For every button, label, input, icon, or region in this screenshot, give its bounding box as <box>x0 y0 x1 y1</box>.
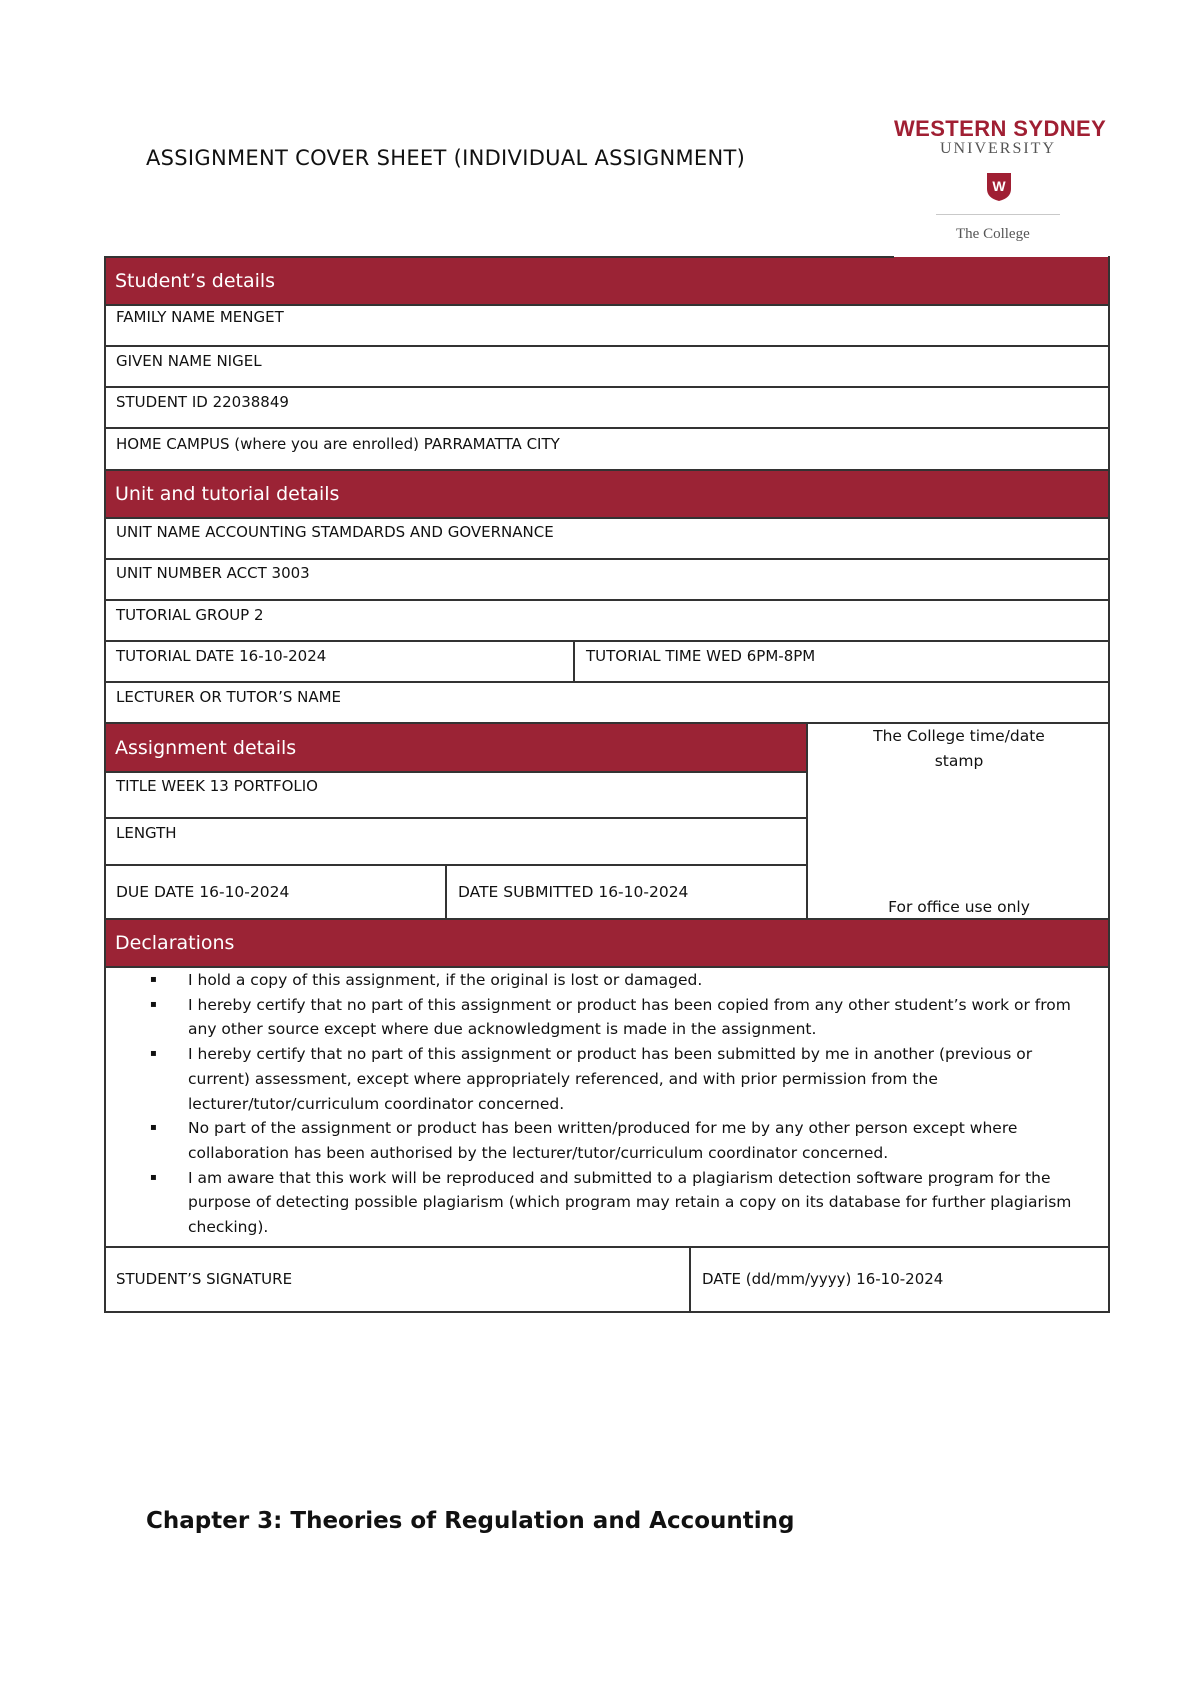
section-heading: Declarations <box>115 931 235 954</box>
divider <box>104 469 1110 471</box>
chapter-heading: Chapter 3: Theories of Regulation and Accounting <box>146 1508 795 1534</box>
unit-number-field: UNIT NUMBER ACCT 3003 <box>116 564 310 582</box>
divider <box>104 304 1110 306</box>
length-field: LENGTH <box>116 824 177 842</box>
list-item: ▪ I am aware that this work will be reproduced and submitted to a plagiarism detection software program for the purpose of detecting possible plagiarism (which program may retain a copy on its database for further plagiarism checking). <box>150 1166 1090 1240</box>
divider <box>573 640 575 683</box>
list-item: ▪ I hold a copy of this assignment, if the original is lost or damaged. <box>150 968 1090 993</box>
divider <box>104 427 1110 429</box>
assignment-title-field: TITLE WEEK 13 PORTFOLIO <box>116 777 318 795</box>
section-heading: Unit and tutorial details <box>115 482 340 505</box>
divider <box>104 345 1110 347</box>
logo-college: The College <box>956 226 1030 242</box>
section-heading: Assignment details <box>115 736 297 759</box>
student-id-field: STUDENT ID 22038849 <box>116 393 289 411</box>
divider <box>104 599 1110 601</box>
divider <box>104 386 1110 388</box>
office-use-label: For office use only <box>888 898 1030 916</box>
unit-name-field: UNIT NAME ACCOUNTING STAMDARDS AND GOVERNANCE <box>116 523 554 541</box>
divider <box>104 864 808 866</box>
table-bottom-border <box>104 1311 1110 1313</box>
unit-details-header <box>104 470 1110 517</box>
family-name-field: FAMILY NAME MENGET <box>116 308 284 326</box>
signature-date-field: DATE (dd/mm/yyyy) 16-10-2024 <box>702 1270 944 1288</box>
shield-icon <box>986 172 1012 202</box>
divider <box>104 517 1110 519</box>
table-right-border <box>1108 256 1110 1313</box>
due-date-field: DUE DATE 16-10-2024 <box>116 883 290 901</box>
document-title: ASSIGNMENT COVER SHEET (INDIVIDUAL ASSIGNMENT) <box>146 146 746 170</box>
date-submitted-field: DATE SUBMITTED 16-10-2024 <box>458 883 689 901</box>
logo-divider <box>936 214 1060 215</box>
declarations-header <box>104 919 1110 966</box>
university-logo <box>888 112 1110 258</box>
logo-subtitle: UNIVERSITY <box>940 140 1056 157</box>
tutorial-time-field: TUTORIAL TIME WED 6PM-8PM <box>586 647 816 665</box>
declarations-list <box>150 968 1090 1240</box>
divider <box>104 1246 1110 1248</box>
shield-letter: W <box>992 178 1006 194</box>
stamp-label: stamp <box>934 752 984 770</box>
table-top-border <box>104 256 894 258</box>
tutorial-date-field: TUTORIAL DATE 16-10-2024 <box>116 647 327 665</box>
student-signature-field: STUDENT’S SIGNATURE <box>116 1270 293 1288</box>
table-left-border <box>104 256 106 1313</box>
student-details-header <box>104 257 1110 304</box>
time-date-stamp-area <box>808 724 1110 774</box>
tutorial-group-field: TUTORIAL GROUP 2 <box>116 606 264 624</box>
list-item: ▪ I hereby certify that no part of this assignment or product has been submitted by me in another (previous or current) assessment, except where appropriately referenced, and with prior permission from the lecturer/tutor/curriculum coordinator concerned. <box>150 1042 1090 1116</box>
divider <box>104 918 1110 920</box>
given-name-field: GIVEN NAME NIGEL <box>116 352 262 370</box>
divider <box>104 681 1110 683</box>
lecturer-name-field: LECTURER OR TUTOR’S NAME <box>116 688 342 706</box>
logo-wordmark: WESTERN SYDNEY <box>894 116 1107 141</box>
divider <box>104 640 1110 642</box>
section-heading: Student’s details <box>115 269 276 292</box>
list-item: ▪ No part of the assignment or product has been written/produced for me by any other person except where collaboration has been authorised by the lecturer/tutor/curriculum coordinator concerned. <box>150 1116 1090 1165</box>
divider <box>445 864 447 919</box>
assignment-details-header <box>104 724 807 771</box>
stamp-label: The College time/date <box>873 727 1045 745</box>
list-item: ▪ I hereby certify that no part of this assignment or product has been copied from any other student’s work or from any other source except where due acknowledgment is made in the assignment. <box>150 993 1090 1042</box>
divider <box>689 1246 691 1313</box>
divider <box>104 817 808 819</box>
home-campus-field: HOME CAMPUS (where you are enrolled) PARRAMATTA CITY <box>116 435 560 453</box>
divider <box>104 771 808 773</box>
divider <box>104 558 1110 560</box>
